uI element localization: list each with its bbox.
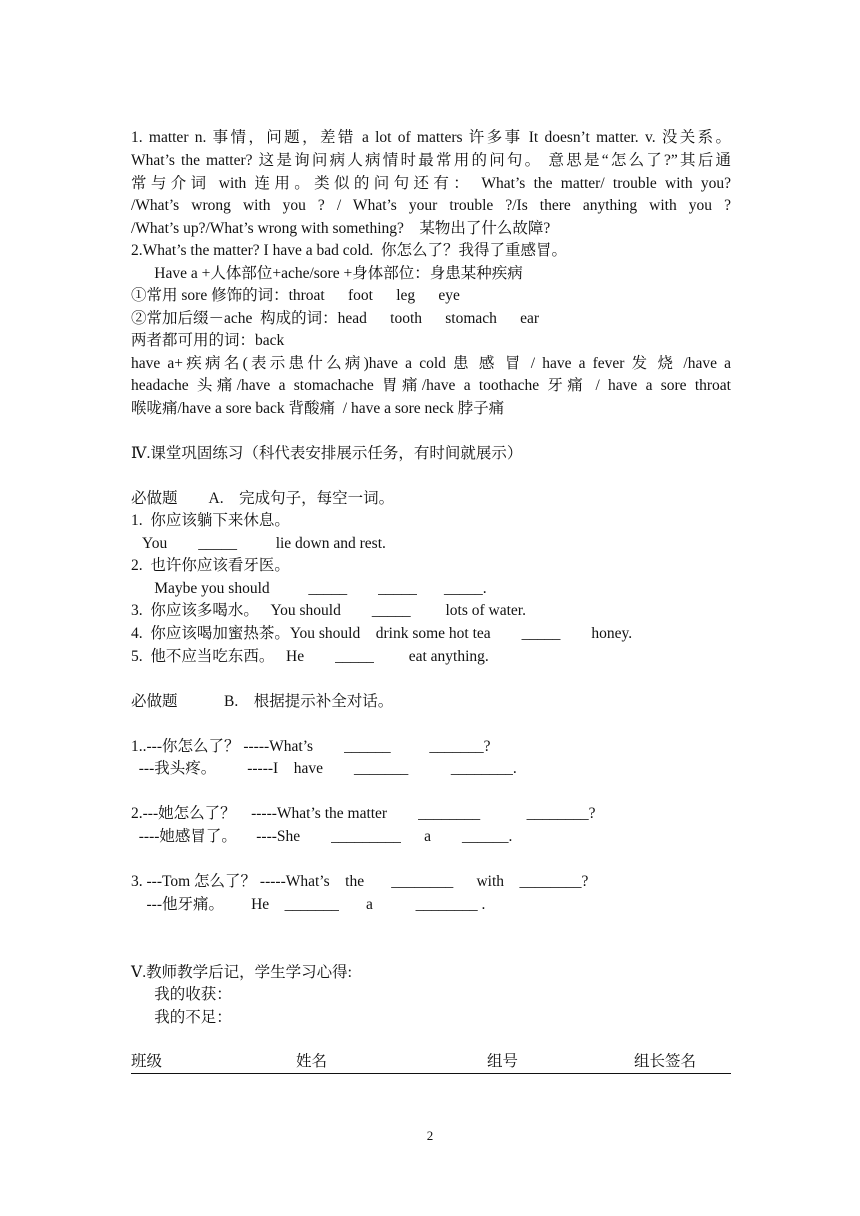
exercise-line: You _____ lie down and rest.	[131, 535, 386, 552]
dialogue-line: ---我头疼。 -----I have _______ ________.	[131, 760, 517, 777]
note-line: What’s the matter? 这是询问病人病情时最常用的问句。 意思是“怎么了?”其后通	[131, 152, 731, 169]
note-line: headache 头痛/have a stomachache 胃痛/have a toothache 牙痛 / have a sore throat	[131, 377, 731, 394]
dialogue-line: 3. ---Tom 怎么了？ -----What’s the ________ with ________?	[131, 873, 589, 890]
note-line: 喉咙痛/have a sore back 背酸痛 / have a sore neck 脖子痛	[131, 400, 505, 417]
exercise-line: 5. 他不应当吃东西。 He _____ eat anything.	[131, 648, 489, 665]
note-line: /What’s up?/What’s wrong with something? 某物出了什么故障?	[131, 220, 551, 237]
dialogue-line: ---他牙痛。 He _______ a ________ .	[131, 896, 486, 913]
note-line: 常与介词 with 连用。类似的问句还有： What’s the matter/ trouble with you?	[131, 175, 731, 192]
shortcomings-label: 我的不足：	[131, 1009, 232, 1026]
note-line: ②常加后缀－ache 构成的词：head tooth stomach ear	[131, 310, 540, 327]
exercise-line: Maybe you should _____ _____ _____.	[131, 580, 487, 597]
exercise-line: 1. 你应该躺下来休息。	[131, 512, 290, 529]
gains-label: 我的收获：	[131, 986, 232, 1003]
note-line: ①常用 sore 修饰的词：throat foot leg eye	[131, 287, 460, 304]
leader-signature-label: 组长签名	[634, 1053, 697, 1070]
section-heading: Ⅴ.教师教学后记，学生学习心得:	[131, 964, 352, 981]
name-label: 姓名	[296, 1053, 328, 1070]
page-number: 2	[426, 1128, 434, 1143]
exercise-line: 4. 你应该喝加蜜热茶。You should drink some hot tea _____ honey.	[131, 625, 633, 642]
section-heading: Ⅳ.课堂巩固练习（科代表安排展示任务，有时间就展示）	[131, 445, 523, 462]
exercise-line: 3. 你应该多喝水。 You should _____ lots of water.	[131, 602, 526, 619]
dialogue-line: 1..---你怎么了？ -----What’s ______ _______?	[131, 738, 491, 755]
exercise-title: 必做题 A. 完成句子，每空一词。	[131, 490, 395, 507]
note-line: 1. matter n. 事情，问题，差错 a lot of matters 许多事 It doesn’t matter. v. 没关系。	[131, 129, 731, 146]
dialogue-line: ----她感冒了。 ----She _________ a ______.	[131, 828, 513, 845]
note-line: 两者都可用的词：back	[131, 332, 285, 349]
group-label: 组号	[487, 1053, 519, 1070]
note-line: have a+疾病名(表示患什么病)have a cold 患 感 冒 / have a fever 发 烧 /have a	[131, 355, 731, 372]
note-line: Have a +人体部位+ache/sore +身体部位：身患某种疾病	[131, 265, 523, 282]
note-line: /What’s wrong with you ? / What’s your trouble ?/Is there anything with you ?	[131, 197, 731, 214]
dialogue-line: 2.---她怎么了？ -----What’s the matter ________ ________?	[131, 805, 596, 822]
class-label: 班级	[131, 1053, 163, 1070]
note-line: 2.What’s the matter? I have a bad cold. 你怎么了？我得了重感冒。	[131, 242, 568, 259]
exercise-line: 2. 也许你应该看牙医。	[131, 557, 290, 574]
exercise-title: 必做题 B. 根据提示补全对话。	[131, 693, 394, 710]
signature-line	[131, 1051, 731, 1074]
